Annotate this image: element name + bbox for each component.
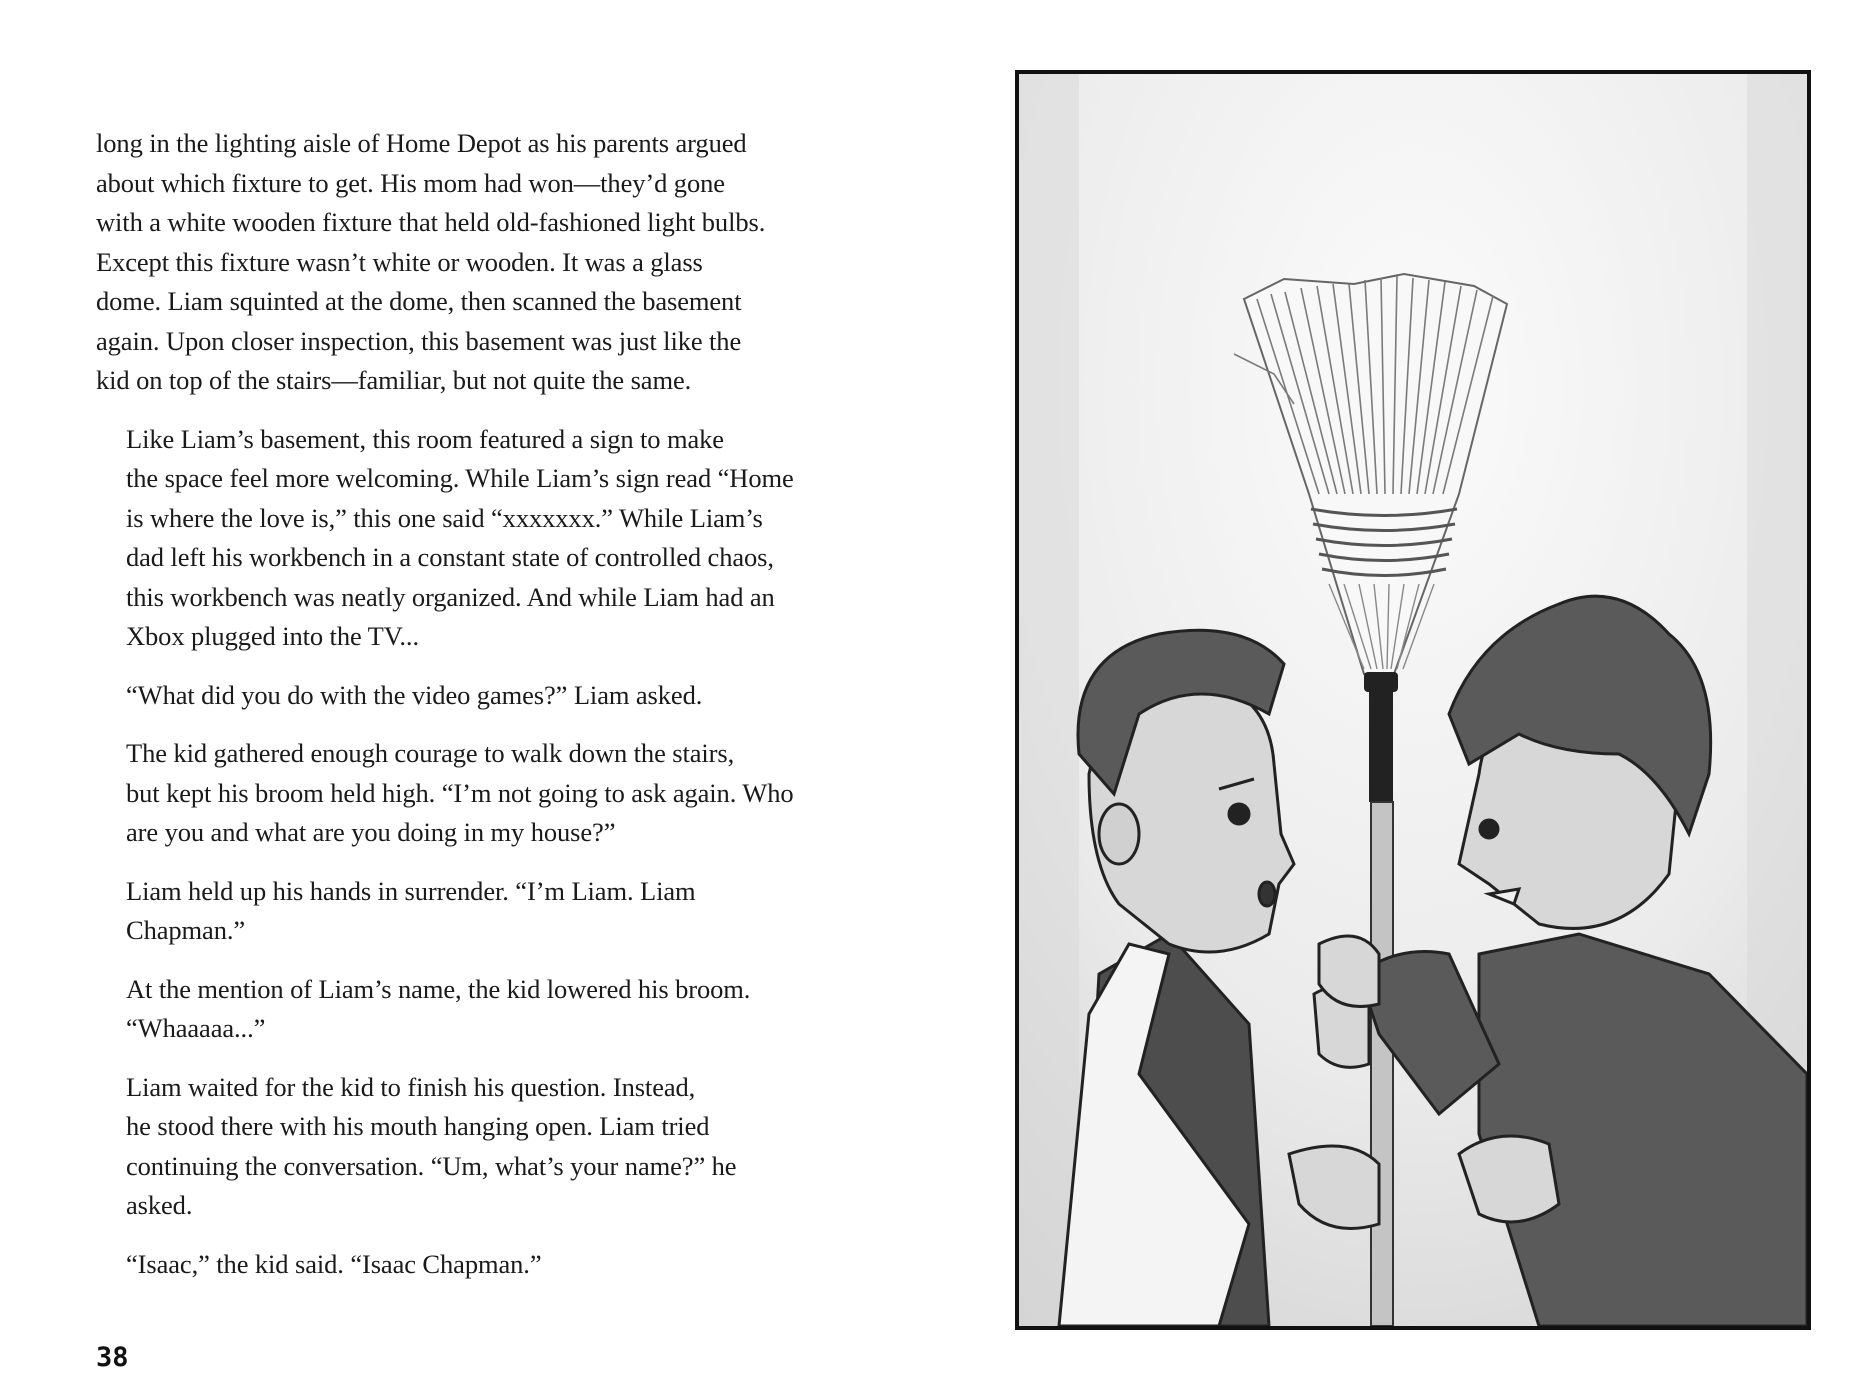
text-line: with a white wooden fixture that held old-fashioned light bulbs. [96, 207, 766, 237]
text-line: “What did you do with the video games?” Liam asked. [126, 679, 703, 710]
text-line: Liam waited for the kid to finish his question. Instead, [126, 1071, 696, 1102]
paragraph [96, 1245, 816, 1285]
text-line: is where the love is,” this one said “xxxxxxx.” While Liam’s [126, 502, 763, 533]
page-number: 38 [96, 1342, 129, 1373]
text-line: At the mention of Liam’s name, the kid lowered his broom. [126, 973, 751, 1004]
text-line: “Isaac,” the kid said. “Isaac Chapman.” [126, 1248, 542, 1279]
broom-handle [1371, 802, 1393, 1326]
paragraph [96, 420, 816, 657]
text-line: about which fixture to get. His mom had won—they’d gone [96, 167, 725, 198]
paragraph [96, 970, 816, 1049]
broom-handle-grip [1369, 692, 1393, 802]
text-line: The kid gathered enough courage to walk down the stairs, [126, 738, 735, 768]
paragraph [96, 676, 816, 716]
text-line: Chapman.” [126, 915, 246, 945]
paragraph [96, 124, 816, 401]
text-line: he stood there with his mouth hanging open. Liam tried [126, 1111, 710, 1141]
text-line: dome. Liam squinted at the dome, then scanned the basement [96, 286, 742, 316]
paragraph [96, 734, 816, 853]
right-boy-hand-upper [1319, 936, 1379, 1007]
text-line: asked. [126, 1190, 193, 1220]
text-line: the space feel more welcoming. While Liam’s sign read “Home [126, 463, 794, 493]
text-line: Like Liam’s basement, this room featured a sign to make [126, 423, 724, 454]
text-line: but kept his broom held high. “I’m not going to ask again. Who [126, 777, 794, 808]
text-line: kid on top of the stairs—familiar, but not quite the same. [96, 365, 692, 395]
paragraph [96, 1068, 816, 1226]
text-line: this workbench was neatly organized. And while Liam had an [126, 581, 775, 612]
illustration-frame [1015, 70, 1811, 1330]
right-boy-eye [1480, 820, 1498, 838]
text-line: continuing the conversation. “Um, what’s your name?” he [126, 1150, 737, 1181]
text-line: Liam held up his hands in surrender. “I’m Liam. Liam [126, 875, 696, 906]
text-line: are you and what are you doing in my house?” [126, 817, 616, 847]
illustration-two-boys-holding-broom [1019, 74, 1807, 1326]
text-line: long in the lighting aisle of Home Depot as his parents argued [96, 128, 747, 158]
broom-cap [1364, 672, 1398, 692]
left-boy-eye [1229, 804, 1249, 824]
text-line: Except this fixture wasn’t white or wooden. It was a glass [96, 246, 703, 277]
left-boy-mouth [1259, 882, 1275, 906]
text-line: dad left his workbench in a constant state of controlled chaos, [126, 542, 774, 572]
text-line: Xbox plugged into the TV... [126, 621, 419, 651]
text-line: “Whaaaaa...” [126, 1013, 266, 1043]
paragraph [96, 872, 816, 951]
text-line: again. Upon closer inspection, this basement was just like the [96, 325, 742, 356]
left-boy-ear [1099, 804, 1139, 864]
body-text [96, 124, 816, 1303]
